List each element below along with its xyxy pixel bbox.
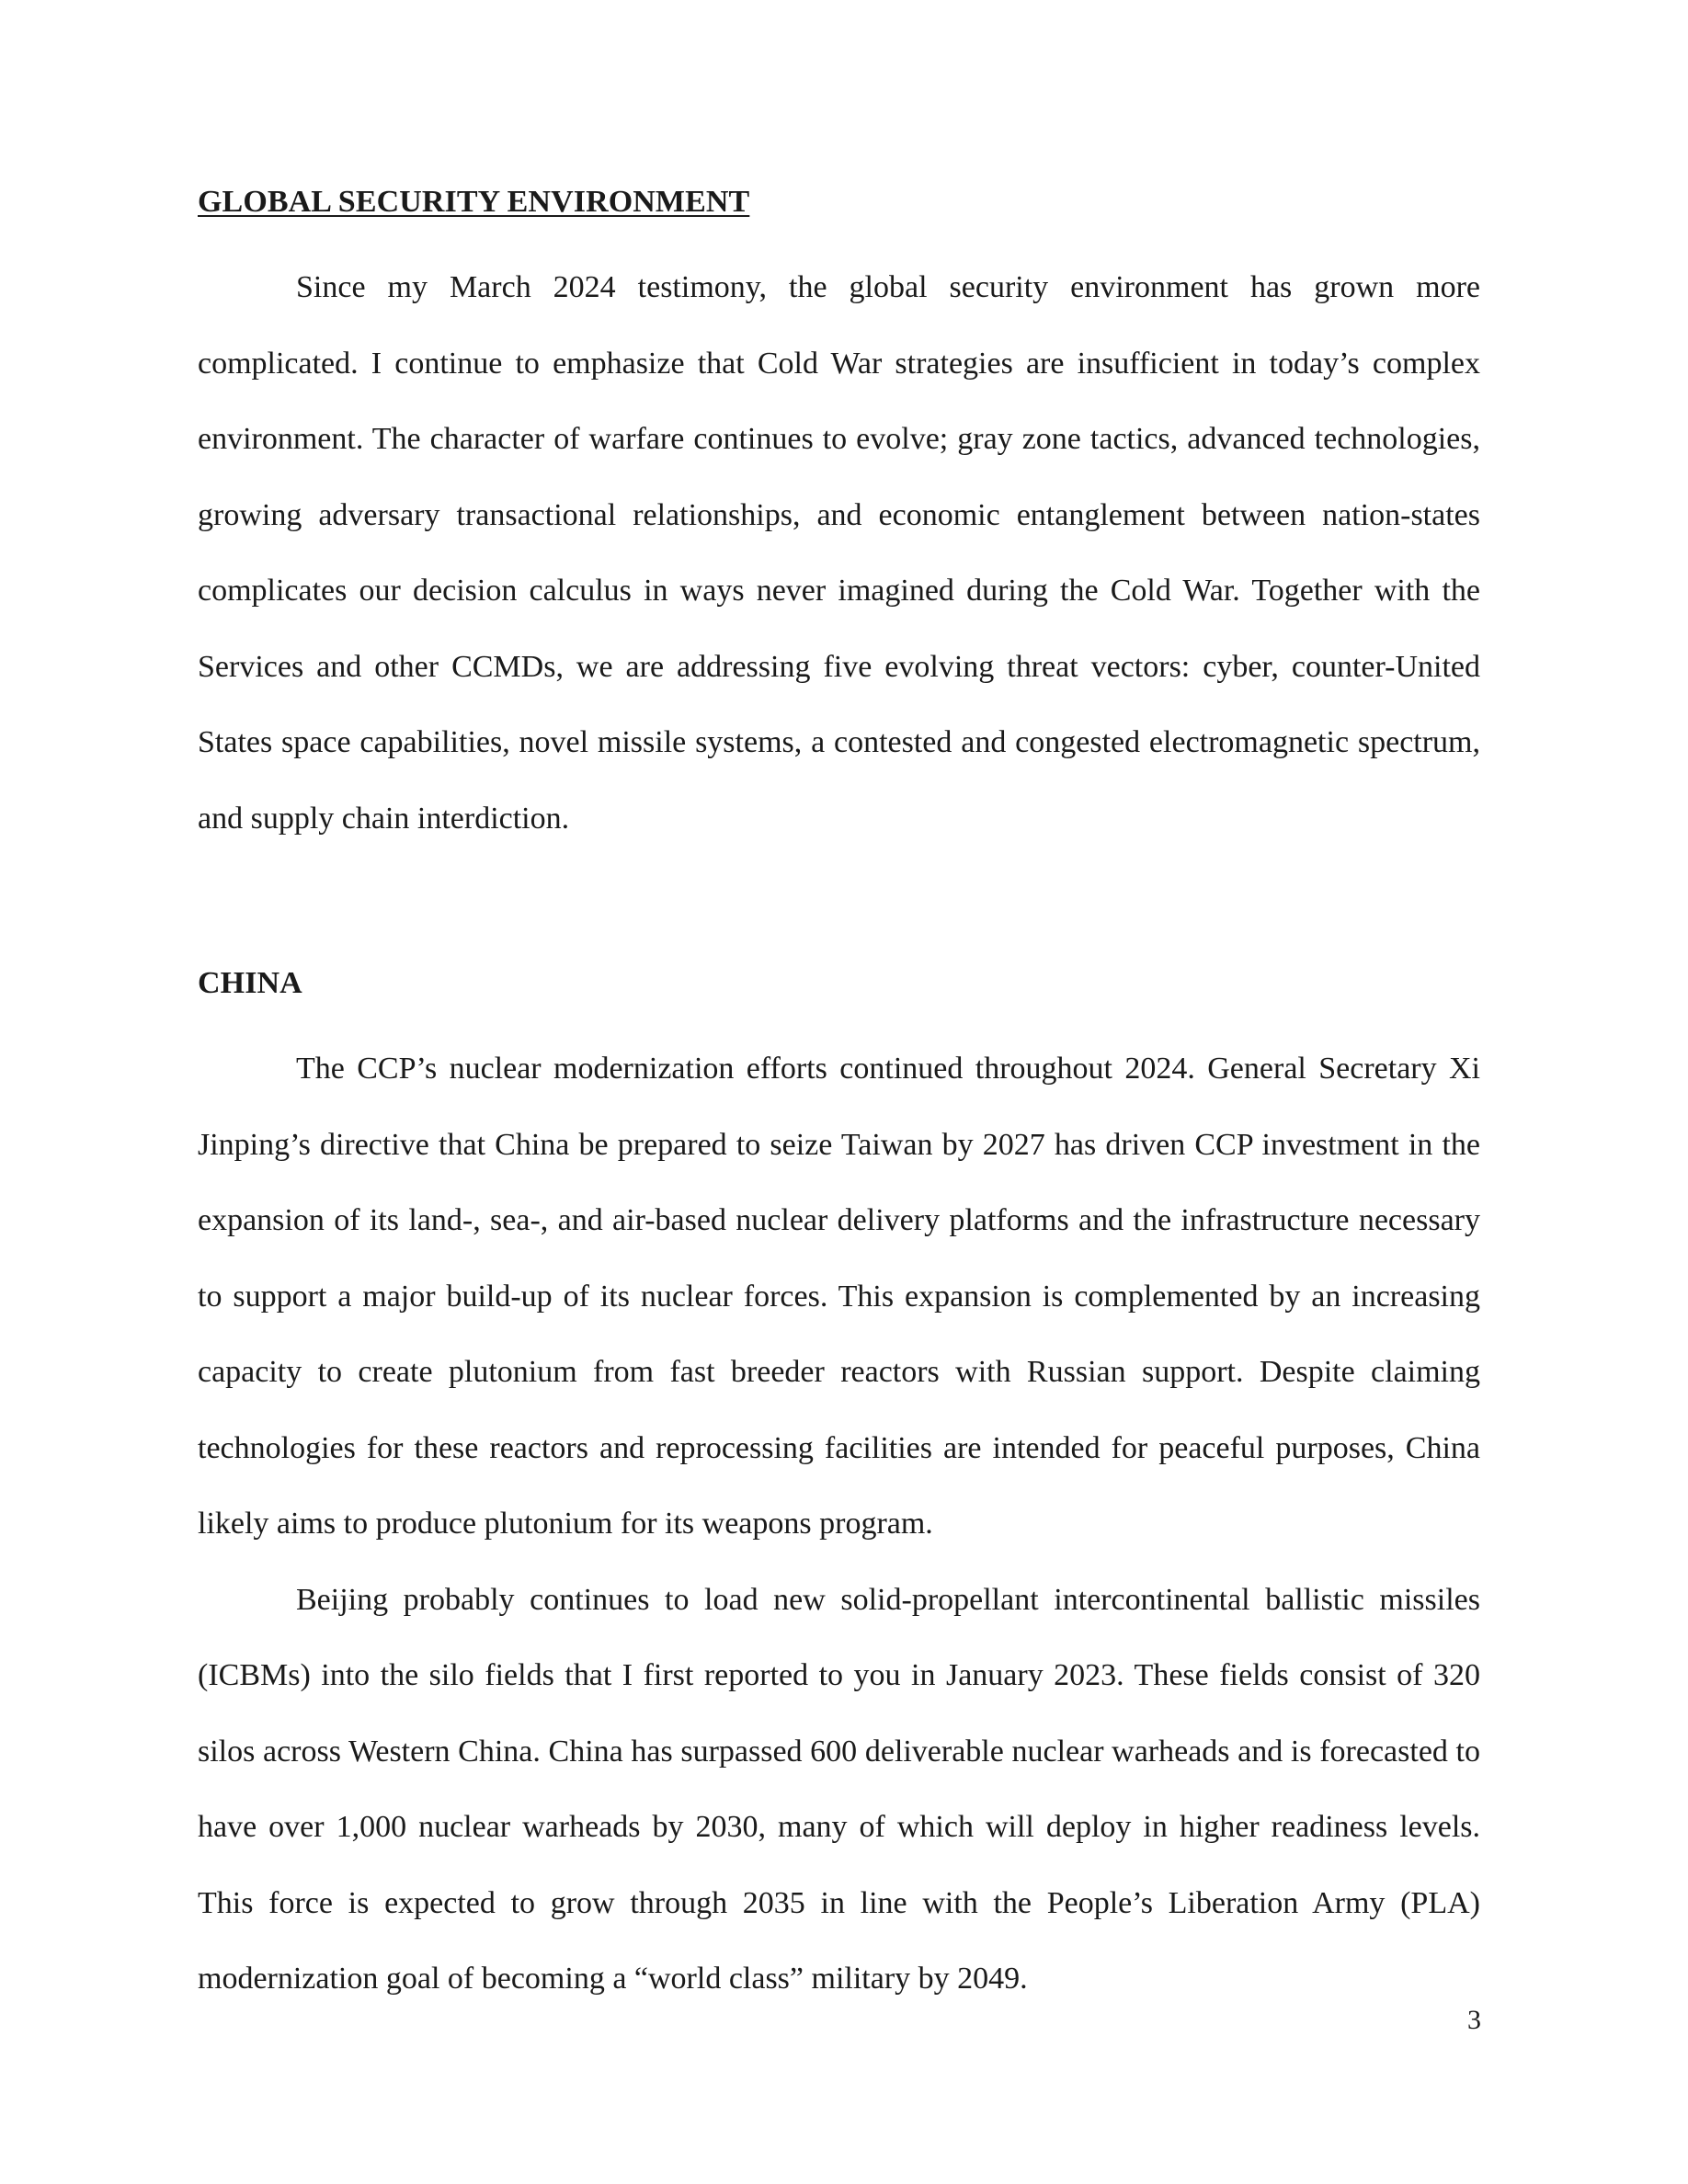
spacer <box>198 1011 1480 1031</box>
paragraph-china-nuclear-modernization: The CCP’s nuclear modernization efforts continued throughout 2024. General Secretary Xi Jinping’s directive that China be prepared to seize Taiwan by 2027 has driven CCP investment in the expansion of its land-, sea-, and air-based nuclear delivery platforms and the infrastructure necessary to support a major build-up of its nuclear forces. This expansion is complemented by an increasing capacity to create plutonium from fast breeder reactors with Russian support. Despite claiming technologies for these reactors and reprocessing facilities are intended for peaceful purposes, China likely aims to produce plutonium for its weapons program. <box>198 1052 1480 1541</box>
paragraph-global-security: Since my March 2024 testimony, the global security environment has grown more complicated. I continue to emphasize that Cold War strategies are insufficient in today’s complex environment. The character of warfare continues to evolve; gray zone tactics, advanced technologies, growing adversary transactional relationships, and economic entanglement between nation-states complicates our decision calculus in ways never imagined during the Cold War. Together with the Services and other CCMDs, we are addressing five evolving threat vectors: cyber, counter-United States space capabilities, novel missile systems, a contested and congested electromagnetic spectrum, and supply chain interdiction. <box>198 270 1480 836</box>
document-body <box>198 175 1480 2018</box>
paragraph-china-icbm-silos: Beijing probably continues to load new solid-propellant intercontinental ballistic missiles (ICBMs) into the silo fields that I first reported to you in January 2023. These fields consist of 320 silos across Western China. China has surpassed 600 deliverable nuclear warheads and is forecasted to have over 1,000 nuclear warheads by 2030, many of which will deploy in higher readiness levels. This force is expected to grow through 2035 in line with the People’s Liberation Army (PLA) modernization goal of becoming a “world class” military by 2049. <box>198 1582 1480 1996</box>
section-spacer <box>198 857 1480 956</box>
spacer <box>198 230 1480 250</box>
section-heading-global-security-environment: GLOBAL SECURITY ENVIRONMENT <box>198 185 750 219</box>
section-heading-china: CHINA <box>198 966 302 1000</box>
page-number: 3 <box>1467 2005 1481 2035</box>
